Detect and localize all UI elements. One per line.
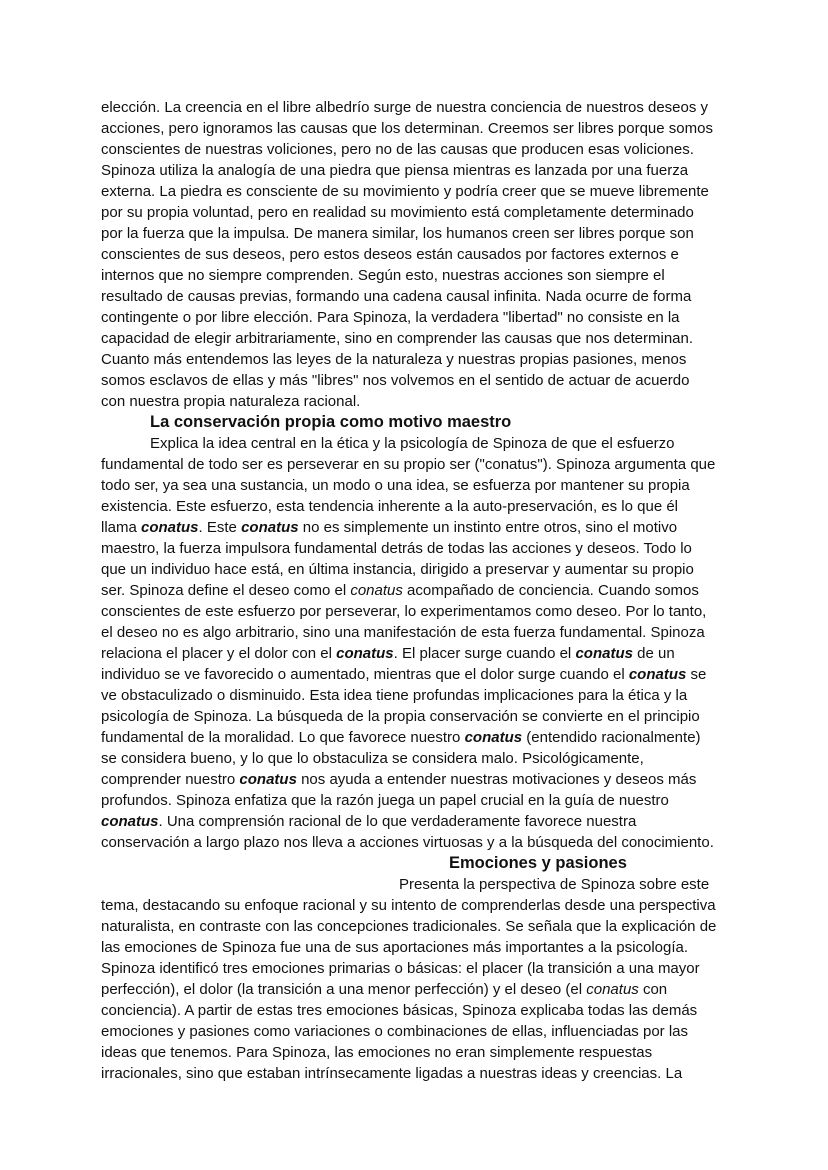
p1-line: resultado de causas previas, formando una cadena causal infinita. Nada ocurre de forma	[101, 288, 692, 305]
section-heading-emociones: Emociones y pasiones	[449, 854, 627, 872]
conatus-term: conatus	[628, 666, 687, 683]
p2-line: todo ser, ya sea una sustancia, un modo o una idea, se esfuerza por mantener su propia	[101, 477, 690, 494]
p1-line: externa. La piedra es consciente de su movimiento y podría creer que se mueve libremente	[101, 183, 709, 200]
text-run: de un	[632, 645, 675, 662]
conatus-term: conatus	[241, 519, 299, 536]
p1-line: capacidad de elegir arbitrariamente, sino en comprender las causas que nos determinan.	[101, 330, 694, 347]
p2-line: maestro, la fuerza impulsora fundamental detrás de todas las acciones y deseos. Todo lo	[101, 540, 692, 557]
conatus-term: conatus	[239, 771, 297, 788]
p1-line: con nuestra propia naturaleza racional.	[101, 393, 361, 410]
p2-line	[101, 518, 677, 538]
p1-line: contingente o por libre elección. Para Spinoza, la verdadera "libertad" no consiste en la	[101, 309, 680, 326]
p3-line: las emociones de Spinoza fue una de sus aportaciones más importantes a la psicología.	[101, 939, 689, 956]
p3-line	[101, 980, 667, 1000]
p3-line: emociones y pasiones como variaciones o combinaciones de ellas, influenciadas por las	[101, 1023, 688, 1040]
conatus-term: conatus	[101, 813, 159, 830]
p2-line	[101, 644, 675, 664]
p1-line: internos que no siempre comprenden. Según esto, nuestras acciones son siempre el	[101, 267, 665, 284]
text-run: perfección), el dolor (la transición a una menor perfección) y el deseo (el	[101, 981, 587, 998]
conatus-term: conatus	[586, 981, 639, 998]
p2-line: Explica la idea central en la ética y la psicología de Spinoza de que el esfuerzo	[150, 435, 675, 452]
text-run: comprender nuestro	[101, 771, 240, 788]
text-run: con	[638, 981, 668, 998]
p1-line: Spinoza utiliza la analogía de una piedra que piensa mientras es lanzada por una fuerza	[101, 162, 689, 179]
p3-line: naturalista, en contraste con las concepciones tradicionales. Se señala que la explicación de	[101, 918, 717, 935]
p3-line: irracionales, sino que estaban intrínsecamente ligadas a nuestras ideas y creencias. La	[101, 1065, 683, 1082]
section-heading-conservacion: La conservación propia como motivo maestro	[150, 413, 512, 431]
text-run: acompañado de conciencia. Cuando somos	[402, 582, 699, 599]
p3-line: ideas que tenemos. Para Spinoza, las emociones no eran simplemente respuestas	[101, 1044, 653, 1061]
conatus-term: conatus	[350, 582, 403, 599]
conatus-term: conatus	[464, 729, 523, 746]
p1-line: por la fuerza que la impulsa. De manera similar, los humanos creen ser libres porque son	[101, 225, 694, 242]
p1-line: acciones, pero ignoramos las causas que los determinan. Creemos ser libres porque somos	[101, 120, 713, 137]
p2-line: profundos. Spinoza enfatiza que la razón juega un papel crucial en la guía de nuestro	[101, 792, 669, 809]
text-run: . Una comprensión racional de lo que verdaderamente favorece nuestra	[158, 813, 637, 830]
p2-line: el deseo no es algo arbitrario, sino una manifestación de esta fuerza fundamental. Spinoza	[101, 624, 705, 641]
conatus-term: conatus	[575, 645, 633, 662]
text-run: fundamental de la moralidad. Lo que favorece nuestro	[101, 729, 465, 746]
p1-line: somos esclavos de ellas y más "libres" nos volvemos en el sentido de actuar de acuerdo	[101, 372, 690, 389]
text-run: se	[686, 666, 707, 683]
text-run: no es simplemente un instinto entre otros, sino el motivo	[298, 519, 678, 536]
p2-line: conscientes de este esfuerzo por perseverar, lo experimentamos como deseo. Por lo tanto,	[101, 603, 707, 620]
p2-line: existencia. Este esfuerzo, esta tendencia inherente a la auto-preservación, es lo que él	[101, 498, 679, 515]
p2-line: conservación a largo plazo nos lleva a acciones virtuosas y a la búsqueda del conocimiento.	[101, 834, 714, 851]
p2-line	[101, 812, 636, 832]
p1-line: por su propia voluntad, pero en realidad su movimiento está completamente determinado	[101, 204, 694, 221]
p3-line: tema, destacando su enfoque racional y su intento de comprenderlas desde una perspectiva	[101, 897, 716, 914]
p2-line: fundamental de todo ser es perseverar en su propio ser ("conatus"). Spinoza argumenta que	[101, 456, 716, 473]
text-run: . Este	[198, 519, 242, 536]
text-run: llama	[101, 519, 142, 536]
p2-line: psicología de Spinoza. La búsqueda de la propia conservación se convierte en el principio	[101, 708, 700, 725]
p2-line	[101, 665, 706, 685]
p3-line: Spinoza identificó tres emociones primarias o básicas: el placer (la transición a una mayor	[101, 960, 700, 977]
conatus-term: conatus	[336, 645, 394, 662]
p1-line: conscientes de sus deseos, pero estos deseos están causados por factores externos e	[101, 246, 679, 263]
p2-line	[101, 728, 701, 748]
p2-line: ve obstaculizado o disminuido. Esta idea tiene profundas implicaciones para la ética y la	[101, 687, 688, 704]
p3-line: Presenta la perspectiva de Spinoza sobre este	[399, 876, 710, 893]
p3-line: conciencia). A partir de estas tres emociones básicas, Spinoza explicaba todas las demás	[101, 1002, 698, 1019]
p2-line: se considera bueno, y lo que lo obstaculiza se considera malo. Psicológicamente,	[101, 750, 644, 767]
text-run: individuo se ve favorecido o aumentado, mientras que el dolor surge cuando el	[101, 666, 629, 683]
text-run: ser. Spinoza define el deseo como el	[101, 582, 351, 599]
p2-line	[101, 581, 699, 601]
p1-line: conscientes de nuestras voliciones, pero no de las causas que producen esas voliciones.	[101, 141, 694, 158]
p1-line: Cuanto más entendemos las leyes de la naturaleza y nuestras propias pasiones, menos	[101, 351, 687, 368]
text-run: nos ayuda a entender nuestras motivaciones y deseos más	[296, 771, 697, 788]
p2-line	[101, 770, 696, 790]
text-run: (entendido racionalmente)	[522, 729, 701, 746]
conatus-term: conatus	[141, 519, 199, 536]
text-run: . El placer surge cuando el	[393, 645, 576, 662]
p1-line: elección. La creencia en el libre albedrío surge de nuestra conciencia de nuestros deseos y	[101, 99, 709, 116]
p2-line: que un individuo hace está, en última instancia, dirigido a preservar y aumentar su propio	[101, 561, 694, 578]
text-run: relaciona el placer y el dolor con el	[101, 645, 337, 662]
